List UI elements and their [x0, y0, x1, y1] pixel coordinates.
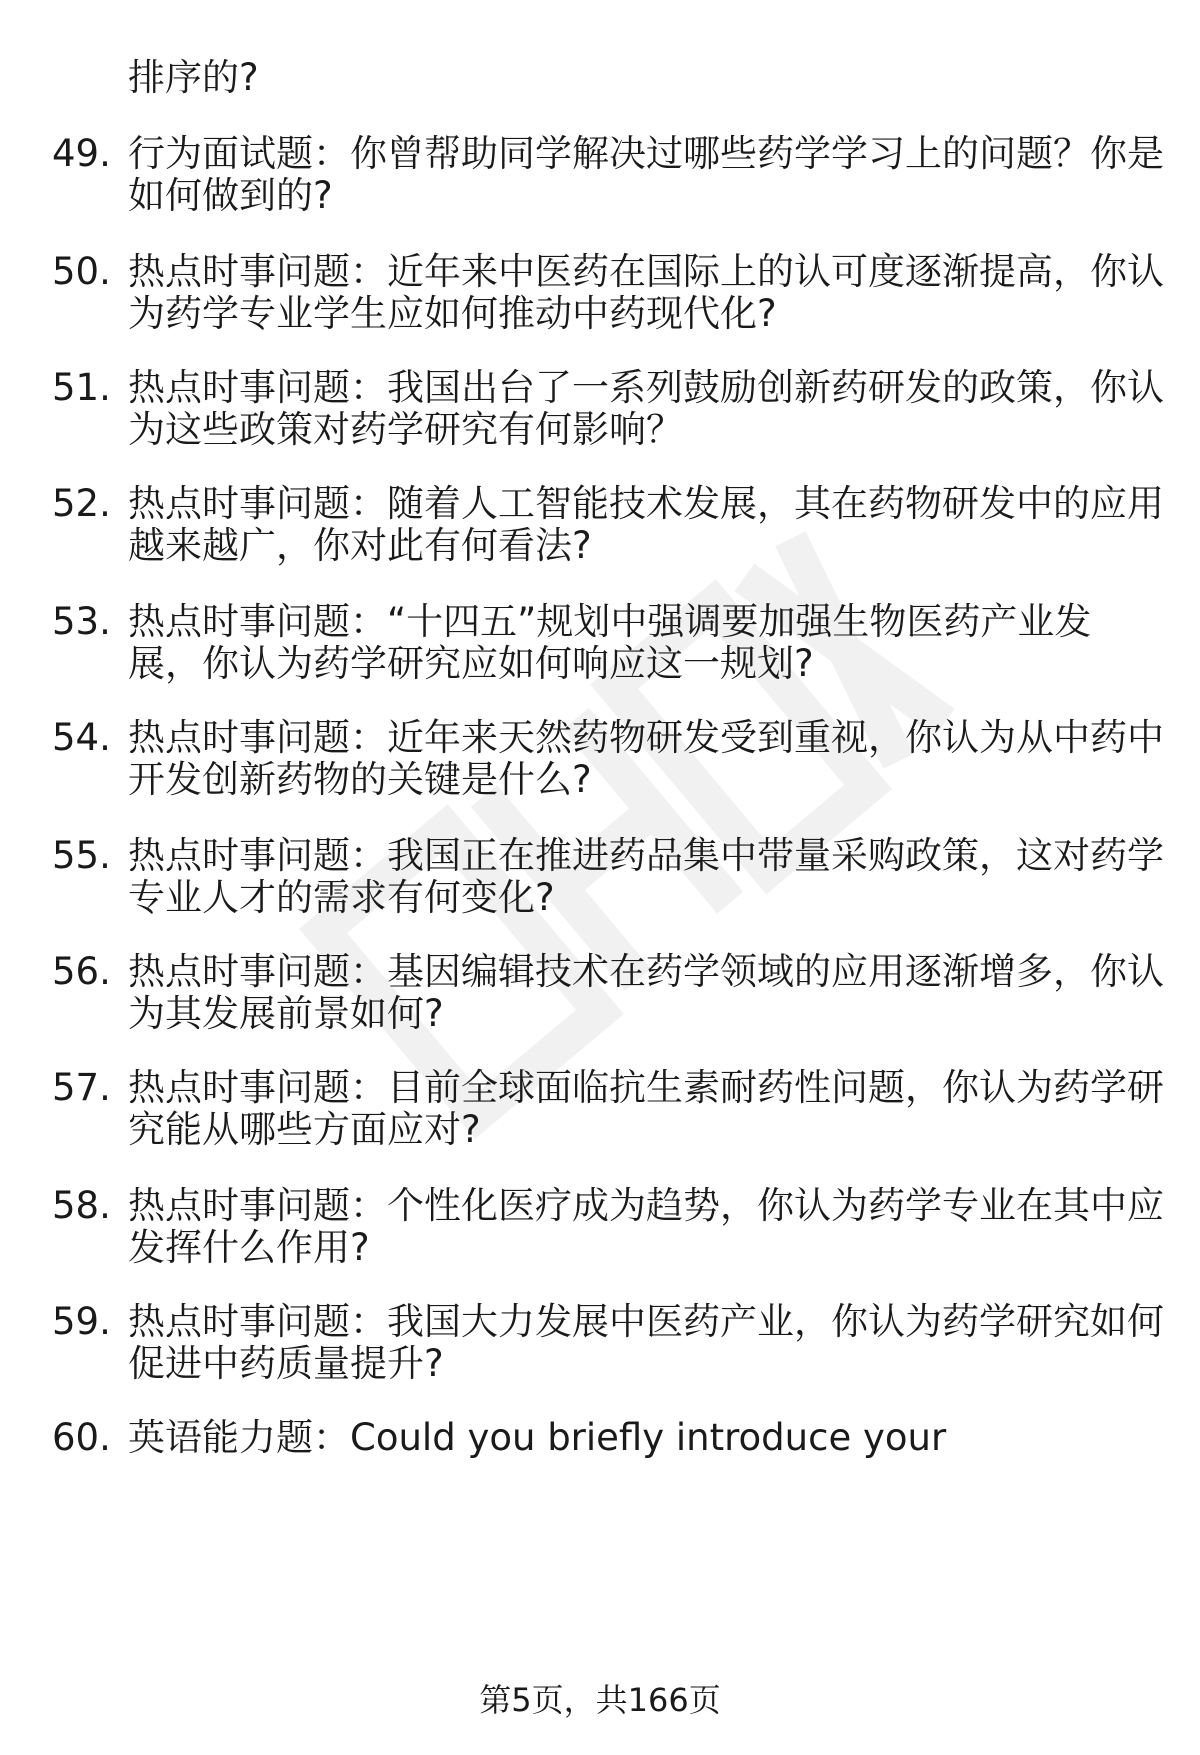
item-line: 热点时事问题：近年来天然药物研发受到重视，你认为从中药中: [128, 716, 1164, 759]
item-line: 如何做到的?: [128, 174, 333, 217]
item-number: 52.: [52, 482, 111, 525]
item-number: 58.: [52, 1184, 111, 1227]
item-line: 为这些政策对药学研究有何影响？: [128, 408, 683, 451]
item-number: 51.: [52, 366, 111, 409]
item-line: 为药学专业学生应如何推动中药现代化?: [128, 292, 777, 335]
item-number: 57.: [52, 1066, 111, 1109]
item-line: 热点时事问题：目前全球面临抗生素耐药性问题，你认为药学研: [128, 1066, 1164, 1109]
item-number: 55.: [52, 834, 111, 877]
item-line: 英语能力题：Could you briefly introduce your: [128, 1416, 947, 1459]
item-line: 越来越广，你对此有何看法?: [128, 524, 592, 567]
item-line: 行为面试题：你曾帮助同学解决过哪些药学学习上的问题？你是: [128, 132, 1164, 175]
item-line: 热点时事问题：“十四五”规划中强调要加强生物医药产业发: [128, 600, 1092, 643]
continuation-line: 排序的?: [128, 56, 259, 99]
item-line: 热点时事问题：我国出台了一系列鼓励创新药研发的政策，你认: [128, 366, 1164, 409]
item-line: 专业人才的需求有何变化?: [128, 876, 555, 919]
item-line: 热点时事问题：随着人工智能技术发展，其在药物研发中的应用: [128, 482, 1164, 525]
item-line: 热点时事问题：近年来中医药在国际上的认可度逐渐提高，你认: [128, 250, 1164, 293]
item-line: 促进中药质量提升?: [128, 1342, 444, 1385]
item-number: 49.: [52, 132, 111, 175]
item-number: 56.: [52, 950, 111, 993]
page-footer: 第5页，共166页: [479, 1681, 721, 1719]
item-number: 54.: [52, 716, 111, 759]
item-number: 50.: [52, 250, 111, 293]
item-line: 为其发展前景如何?: [128, 992, 444, 1035]
item-number: 53.: [52, 600, 111, 643]
item-number: 60.: [52, 1416, 111, 1459]
item-line: 开发创新药物的关键是什么?: [128, 758, 592, 801]
item-line: 热点时事问题：个性化医疗成为趋势，你认为药学专业在其中应: [128, 1184, 1164, 1227]
item-line: 展，你认为药学研究应如何响应这一规划?: [128, 642, 814, 685]
item-line: 热点时事问题：基因编辑技术在药学领域的应用逐渐增多，你认: [128, 950, 1164, 993]
item-line: 热点时事问题：我国大力发展中医药产业，你认为药学研究如何: [128, 1300, 1164, 1343]
item-line: 热点时事问题：我国正在推进药品集中带量采购政策，这对药学: [128, 834, 1164, 877]
item-line: 究能从哪些方面应对?: [128, 1108, 481, 1151]
item-number: 59.: [52, 1300, 111, 1343]
item-line: 发挥什么作用?: [128, 1226, 370, 1269]
